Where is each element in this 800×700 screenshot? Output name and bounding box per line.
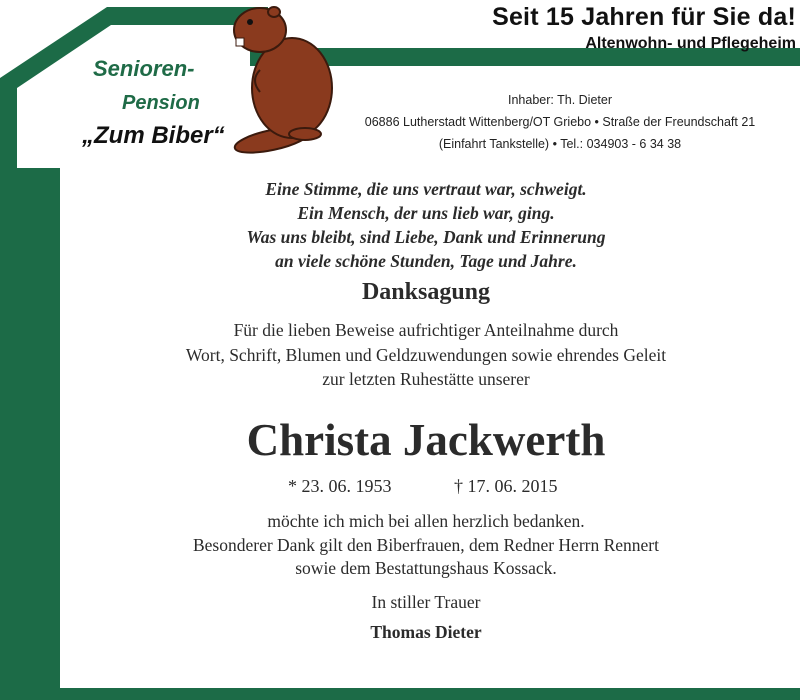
heading: Danksagung [361, 279, 491, 305]
poem-line: Eine Stimme, die uns vertraut war, schweigt. [265, 179, 587, 199]
poem-line: Ein Mensch, der uns lieb war, ging. [297, 203, 555, 223]
logo-line-1: Senioren- [93, 56, 195, 81]
contact-address: 06886 Lutherstadt Wittenberg/OT Griebo • Straße der Freundschaft 21 [364, 115, 756, 129]
intro-line: Wort, Schrift, Blumen und Geldzuwendungen sowie ehrendes Geleit [185, 345, 667, 365]
beaver-icon [220, 0, 340, 160]
signer-name: Thomas Dieter [370, 622, 482, 642]
intro-line: zur letzten Ruhestätte unserer [322, 369, 530, 389]
thanks-line: möchte ich mich bei allen herzlich bedanken. [267, 511, 585, 531]
intro-line: Für die lieben Beweise aufrichtiger Anteilnahme durch [233, 320, 619, 340]
closing: In stiller Trauer [371, 592, 481, 612]
logo-name: „Zum Biber“ [82, 122, 225, 149]
poem-line: Was uns bleibt, sind Liebe, Dank und Erinnerung [246, 227, 606, 247]
thanks-line: Besonderer Dank gilt den Biberfrauen, dem Redner Herrn Rennert [192, 535, 659, 555]
slogan: Seit 15 Jahren für Sie da! [492, 3, 796, 31]
deceased-name: Christa Jackwerth [246, 415, 606, 465]
contact-owner: Inhaber: Th. Dieter [508, 93, 612, 107]
logo-line-2: Pension [122, 92, 200, 114]
subslogan: Altenwohn- und Pflegeheim [585, 35, 796, 52]
death-date: † 17. 06. 2015 [454, 476, 558, 496]
frame-bottom-bar [48, 688, 800, 700]
thanks-line: sowie dem Bestattungshaus Kossack. [295, 558, 557, 578]
contact-phone: (Einfahrt Tankstelle) • Tel.: 034903 - 6 34 38 [438, 137, 682, 151]
birth-date: * 23. 06. 1953 [288, 476, 392, 496]
poem-line: an viele schöne Stunden, Tage und Jahre. [275, 251, 577, 271]
